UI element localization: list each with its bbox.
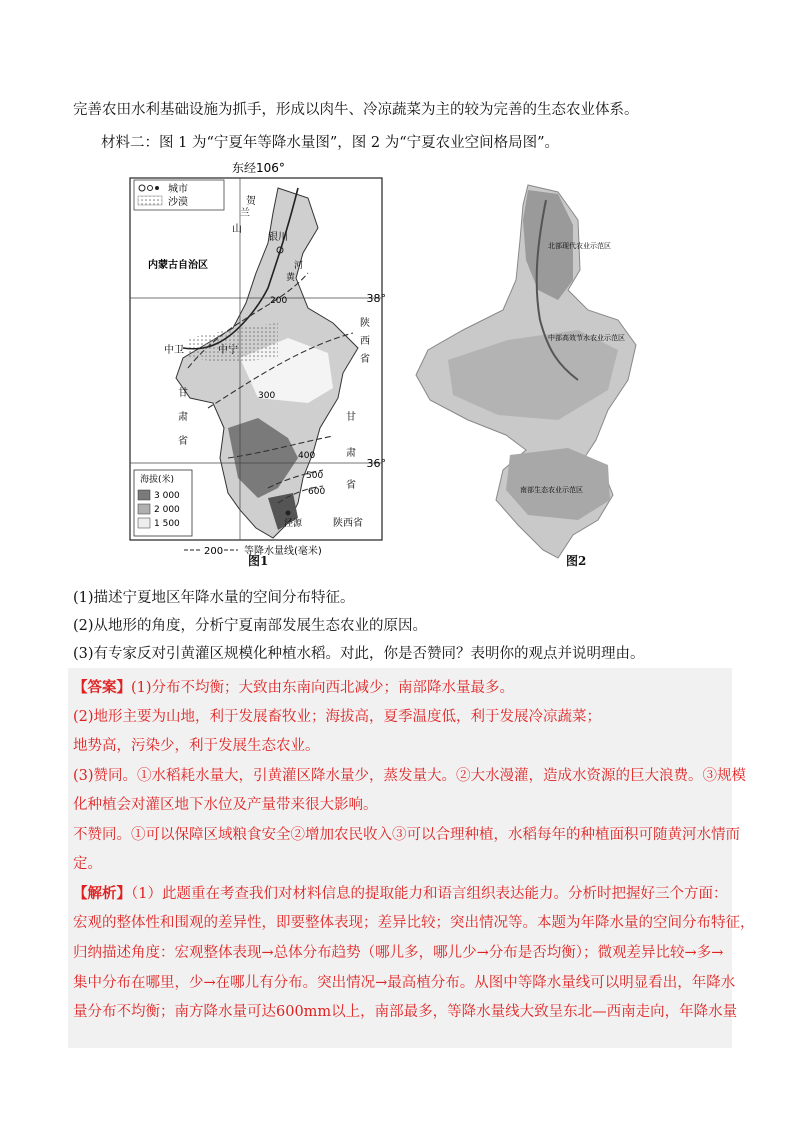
answer-tag: 【答案】 xyxy=(73,679,131,696)
figure1-caption: 图1 xyxy=(248,554,269,568)
analysis-line-2: 宏观的整体性和围观的差异性，即要整体表现；差异比较；突出情况等。本题为年降水量的空间分布特征， xyxy=(73,915,755,931)
map-label: 省 xyxy=(178,436,188,447)
zone-central-label: 中部高效节水农业示范区 xyxy=(548,334,625,342)
isoline-label: 600 xyxy=(308,487,326,497)
map-label: 甘 xyxy=(178,388,188,399)
map-label: 泾源 xyxy=(284,519,303,529)
analysis-line-5: 量分布不均衡；南方降水量可达600mm以上，南部最多，等降水量线大致呈东北—西南走向，年降水量 xyxy=(73,1004,738,1020)
answer-line-2: (2)地形主要为山地，利于发展畜牧业；海拔高，夏季温度低，利于发展冷凉蔬菜； xyxy=(73,709,602,725)
map-label: 肃 xyxy=(346,448,356,459)
answer-line-4: (3)赞同。①水稻耗水量大，引黄灌区降水量少，蒸发量大。②大水漫灌，造成水资源的巨大浪费。③规模 xyxy=(73,768,747,784)
isoline-legend-text: 等降水量线(毫米) xyxy=(244,546,322,557)
map-label: 西 xyxy=(360,336,370,347)
map-label: 肃 xyxy=(178,412,188,423)
precipitation-map xyxy=(128,158,386,566)
map-label: 36° xyxy=(366,457,386,470)
legend-item-1500: 1 500 xyxy=(154,519,180,529)
map-label: 银川 xyxy=(268,232,288,243)
map-label: 山 xyxy=(232,224,242,235)
analysis-line-3: 归纳描述角度：宏观整体表现→总体分布趋势（哪儿多，哪儿少→分布是否均衡）；微观差异比较→多→ xyxy=(73,945,724,961)
isoline-label: 500 xyxy=(306,471,324,481)
longitude-label: 东经106° xyxy=(232,161,285,175)
zone-north-label: 北部现代农业示范区 xyxy=(548,242,611,250)
legend-item-3000: 3 000 xyxy=(154,491,180,501)
figure2-caption: 图2 xyxy=(566,554,587,568)
question-2: (2)从地形的角度，分析宁夏南部发展生态农业的原因。 xyxy=(73,618,428,634)
question-3: (3)有专家反对引黄灌区规模化种植水稻。对此，你是否赞同？表明你的观点并说明理由。 xyxy=(73,646,645,662)
map-label: 贺 xyxy=(246,196,256,207)
map-label: 38° xyxy=(366,292,386,305)
map-label: 陕西省 xyxy=(333,518,363,529)
intro-text: 完善农田水利基础设施为抓手，形成以肉牛、冷凉蔬菜为主的较为完善的生态农业体系。 xyxy=(73,102,639,118)
answer-line-5: 化种植会对灌区地下水位及产量带来很大影响。 xyxy=(73,797,378,813)
analysis-tag: 【解析】 xyxy=(73,885,131,902)
isoline-label: 400 xyxy=(298,451,316,461)
map-label: 黄 xyxy=(286,273,296,283)
isoline-label: 200 xyxy=(270,296,288,306)
analysis-line-4: 集中分布在哪里，少→在哪儿有分布。突出情况→最高植分布。从图中等降水量线可以明显看出，年降水 xyxy=(73,975,736,991)
map-label: 省 xyxy=(346,480,356,491)
answer-line-3: 地势高，污染少，利于发展生态农业。 xyxy=(73,738,320,754)
map-label: 甘 xyxy=(346,412,356,423)
question-1: (1)描述宁夏地区年降水量的空间分布特征。 xyxy=(73,590,355,606)
map-label: 兰 xyxy=(240,208,250,219)
isoline-legend-value: 200 xyxy=(204,546,224,557)
answer-text: (1)分布不均衡；大致由东南向西北减少；南部降水量最多。 xyxy=(131,680,515,696)
answer-line-7: 定。 xyxy=(73,856,102,872)
answer-line-1 xyxy=(73,676,514,697)
agriculture-map xyxy=(408,180,648,568)
legend-desert: 沙漠 xyxy=(168,197,188,208)
analysis-line-1 xyxy=(73,882,727,903)
analysis-text: （1）此题重在考查我们对材料信息的提取能力和语言组织表达能力。分析时把握好三个方面： xyxy=(131,886,728,902)
answer-line-6: 不赞同。①可以保障区域粮食安全②增加农民收入③可以合理种植，水稻每年的种植面积可随黄河水情而 xyxy=(73,827,740,843)
map-label: 内蒙古自治区 xyxy=(148,260,208,271)
map-label: 河 xyxy=(294,261,304,271)
material-two-text: 材料二：图 1 为“宁夏年等降水量图”，图 2 为“宁夏农业空间格局图”。 xyxy=(101,135,560,151)
zone-south-label: 南部生态农业示范区 xyxy=(520,486,583,494)
elevation-legend-title: 海拔(米) xyxy=(140,475,175,485)
map-label: 陕 xyxy=(360,318,370,329)
map-label: 中宁 xyxy=(218,345,238,356)
map-label: 省 xyxy=(360,354,370,365)
legend-city: 城市 xyxy=(168,184,188,195)
map-label: 中卫 xyxy=(164,345,184,356)
isoline-label: 300 xyxy=(258,391,276,401)
legend-item-2000: 2 000 xyxy=(154,505,180,515)
